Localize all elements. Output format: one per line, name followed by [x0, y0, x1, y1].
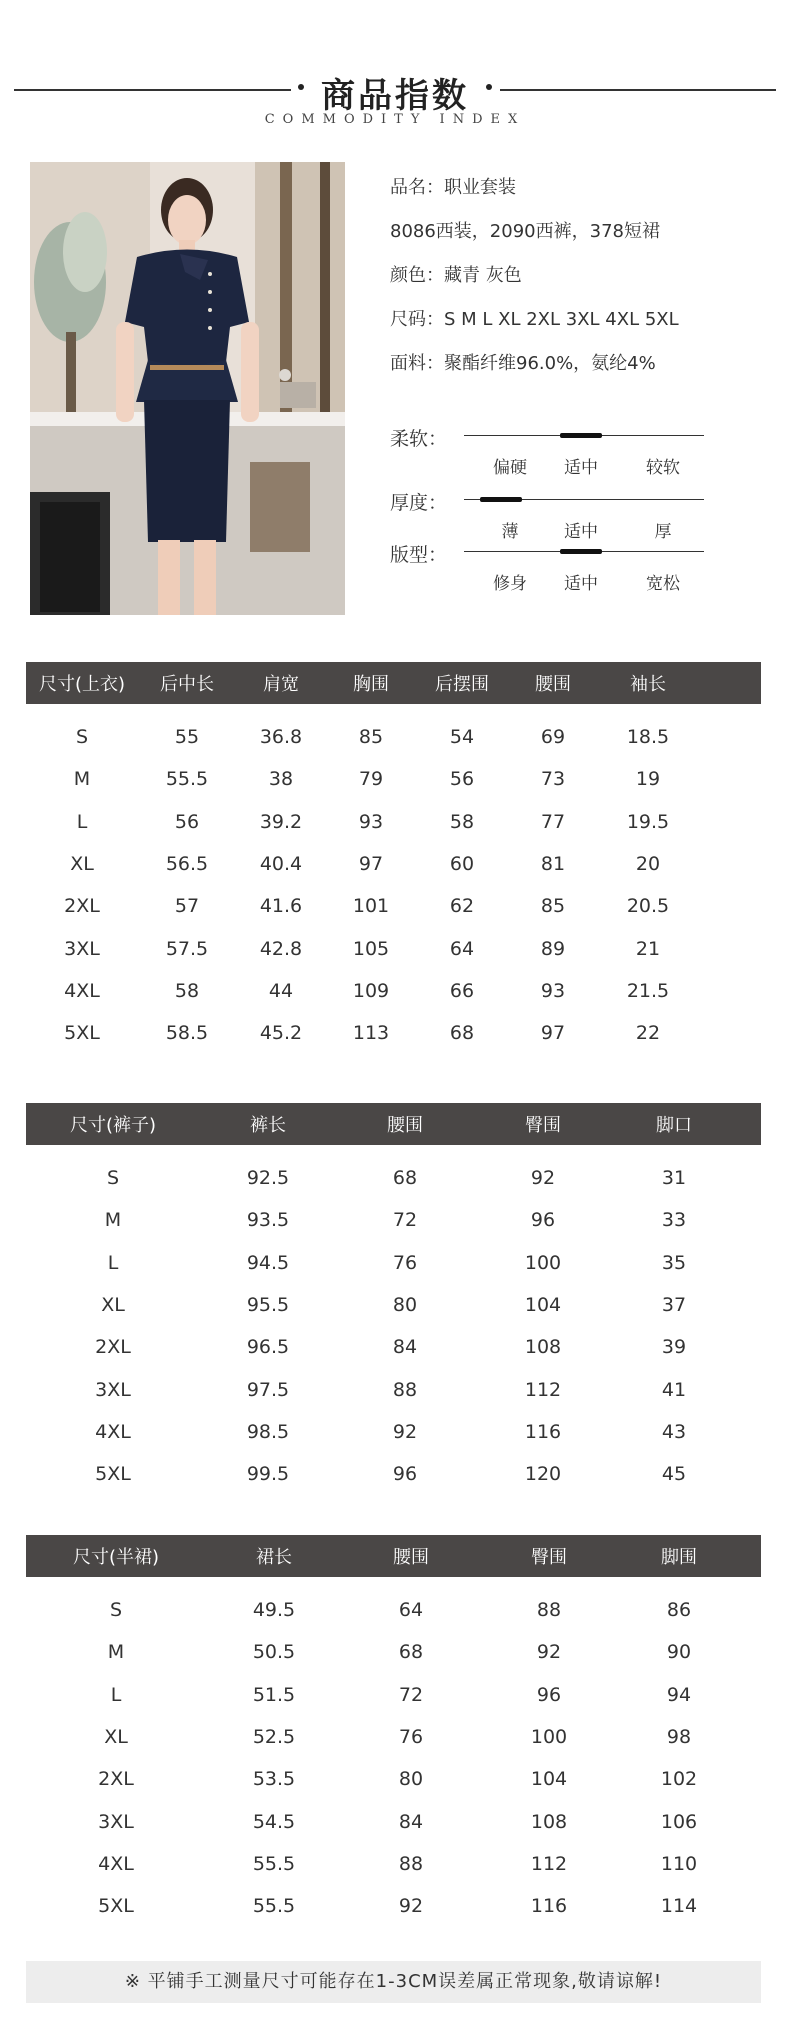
measurement-cell: 62	[449, 895, 475, 918]
fit-option: 适中	[564, 574, 598, 594]
column-header: 尺寸(裤子)	[69, 1115, 157, 1136]
measurement-cell: 93	[358, 810, 384, 833]
model-illustration	[30, 162, 345, 615]
measurement-cell: 49.5	[252, 1599, 296, 1622]
measurement-cell: 56	[174, 810, 200, 833]
measurement-cell: 92	[536, 1641, 562, 1664]
thickness-indicator	[480, 497, 522, 502]
measurement-cell: 84	[392, 1336, 418, 1359]
product-photo	[30, 162, 345, 615]
measurement-cell: 39.2	[259, 810, 303, 833]
measurement-cell: 55.5	[252, 1895, 296, 1918]
size-cell: L	[107, 1251, 119, 1274]
section-header	[0, 62, 790, 132]
measurement-cell: 109	[352, 979, 390, 1002]
measurement-cell: 76	[398, 1726, 424, 1749]
table-row	[26, 1716, 761, 1758]
table-header	[26, 662, 761, 704]
size-cell: 3XL	[98, 1810, 134, 1833]
size-cell: 4XL	[98, 1852, 134, 1875]
softness-label: 柔软：	[390, 428, 448, 450]
table-body	[26, 716, 761, 1054]
measurement-cell: 99.5	[246, 1463, 290, 1486]
table-row	[26, 1199, 761, 1241]
measurement-cell: 20.5	[626, 895, 670, 918]
measurement-cell: 102	[660, 1768, 698, 1791]
size-cell: 3XL	[95, 1378, 131, 1401]
table-row	[26, 1674, 761, 1716]
measurement-cell: 44	[268, 979, 294, 1002]
page-subtitle: COMMODITY INDEX	[264, 112, 526, 127]
measurement-cell: 21.5	[626, 979, 670, 1002]
size-cell: L	[110, 1683, 122, 1706]
measurement-cell: 72	[392, 1209, 418, 1232]
measurement-cell: 66	[449, 979, 475, 1002]
measurement-cell: 76	[392, 1251, 418, 1274]
column-header: 臀围	[525, 1115, 561, 1136]
product-name: 品名：职业套装	[390, 177, 516, 198]
measurement-cell: 69	[540, 726, 566, 749]
column-header: 脚口	[656, 1115, 692, 1136]
product-info	[390, 176, 780, 396]
measurement-note: ※ 平铺手工测量尺寸可能存在1-3CM误差属正常现象,敬请谅解!	[26, 1961, 761, 2003]
table-row	[26, 1411, 761, 1453]
softness-option: 较软	[646, 458, 680, 478]
measurement-cell: 88	[398, 1852, 424, 1875]
size-cell: M	[73, 768, 91, 791]
measurement-cell: 94.5	[246, 1251, 290, 1274]
measurement-cell: 35	[661, 1251, 687, 1274]
measurement-cell: 40.4	[259, 853, 303, 876]
measurement-cell: 41.6	[259, 895, 303, 918]
column-header: 后摆围	[435, 674, 489, 695]
measurement-cell: 54.5	[252, 1810, 296, 1833]
measurement-cell: 101	[352, 895, 390, 918]
measurement-cell: 97	[358, 853, 384, 876]
measurement-cell: 58	[449, 810, 475, 833]
column-header: 腰围	[535, 674, 571, 695]
measurement-cell: 84	[398, 1810, 424, 1833]
page-title: 商品指数	[321, 76, 469, 116]
measurement-cell: 64	[449, 937, 475, 960]
measurement-cell: 58	[174, 979, 200, 1002]
size-cell: S	[106, 1167, 120, 1190]
table-row	[26, 1800, 761, 1842]
measurement-cell: 104	[530, 1768, 568, 1791]
column-header: 袖长	[630, 674, 666, 695]
measurement-cell: 116	[524, 1420, 562, 1443]
measurement-cell: 93.5	[246, 1209, 290, 1232]
size-cell: S	[75, 726, 89, 749]
size-cell: 2XL	[95, 1336, 131, 1359]
measurement-cell: 112	[530, 1852, 568, 1875]
fit-indicator	[560, 549, 602, 554]
measurement-cell: 86	[666, 1599, 692, 1622]
measurement-cell: 98	[666, 1726, 692, 1749]
measurement-cell: 31	[661, 1167, 687, 1190]
softness-indicator	[560, 433, 602, 438]
measurement-cell: 68	[449, 1022, 475, 1045]
measurement-cell: 97	[540, 1022, 566, 1045]
measurement-cell: 93	[540, 979, 566, 1002]
measurement-cell: 45	[661, 1463, 687, 1486]
size-cell: M	[104, 1209, 122, 1232]
measurement-cell: 55.5	[252, 1852, 296, 1875]
measurement-cell: 19	[635, 768, 661, 791]
measurement-cell: 104	[524, 1294, 562, 1317]
fit-label: 版型：	[390, 544, 448, 566]
measurement-cell: 55	[174, 726, 200, 749]
measurement-cell: 80	[392, 1294, 418, 1317]
measurement-cell: 96	[530, 1209, 556, 1232]
header-dot-right	[486, 84, 492, 90]
softness-scale	[390, 427, 790, 477]
table-row	[26, 1284, 761, 1326]
measurement-cell: 100	[524, 1251, 562, 1274]
measurement-cell: 80	[398, 1768, 424, 1791]
measurement-cell: 106	[660, 1810, 698, 1833]
measurement-cell: 88	[392, 1378, 418, 1401]
measurement-cell: 57	[174, 895, 200, 918]
measurement-cell: 120	[524, 1463, 562, 1486]
measurement-cell: 19.5	[626, 810, 670, 833]
measurement-cell: 36.8	[259, 726, 303, 749]
measurement-cell: 68	[398, 1641, 424, 1664]
table-row	[26, 970, 761, 1012]
jacket-size-table	[26, 662, 761, 1054]
measurement-cell: 96	[392, 1463, 418, 1486]
measurement-cell: 92	[392, 1420, 418, 1443]
column-header: 肩宽	[263, 674, 299, 695]
column-header: 后中长	[160, 674, 214, 695]
measurement-cell: 37	[661, 1294, 687, 1317]
thickness-scale	[390, 491, 790, 541]
measurement-cell: 108	[524, 1336, 562, 1359]
size-cell: S	[109, 1599, 123, 1622]
measurement-cell: 68	[392, 1167, 418, 1190]
measurement-cell: 20	[635, 853, 661, 876]
fit-scale	[390, 543, 790, 593]
table-row	[26, 1242, 761, 1284]
measurement-cell: 108	[530, 1810, 568, 1833]
table-header	[26, 1103, 761, 1145]
table-row	[26, 1326, 761, 1368]
measurement-cell: 73	[540, 768, 566, 791]
table-row	[26, 716, 761, 758]
softness-option: 适中	[564, 458, 598, 478]
size-cell: 4XL	[95, 1420, 131, 1443]
measurement-cell: 79	[358, 768, 384, 791]
column-header: 尺寸(半裙)	[72, 1547, 160, 1568]
table-row	[26, 927, 761, 969]
measurement-cell: 52.5	[252, 1726, 296, 1749]
product-fabric: 面料：聚酯纤维96.0%，氨纶4%	[390, 353, 656, 374]
column-header: 臀围	[531, 1547, 567, 1568]
measurement-cell: 58.5	[165, 1022, 209, 1045]
size-cell: 5XL	[95, 1463, 131, 1486]
table-row	[26, 1631, 761, 1673]
measurement-cell: 38	[268, 768, 294, 791]
measurement-cell: 64	[398, 1599, 424, 1622]
measurement-cell: 43	[661, 1420, 687, 1443]
thickness-option: 适中	[564, 522, 598, 542]
measurement-cell: 41	[661, 1378, 687, 1401]
thickness-option: 厚	[654, 522, 672, 542]
table-body	[26, 1589, 761, 1927]
skirt-size-table	[26, 1535, 761, 1927]
size-cell: 2XL	[64, 895, 100, 918]
column-header: 腰围	[393, 1547, 429, 1568]
size-cell: XL	[104, 1726, 128, 1749]
fit-option: 宽松	[646, 574, 680, 594]
measurement-cell: 100	[530, 1726, 568, 1749]
size-cell: 3XL	[64, 937, 100, 960]
measurement-cell: 51.5	[252, 1683, 296, 1706]
size-cell: L	[76, 810, 88, 833]
size-cell: 2XL	[98, 1768, 134, 1791]
measurement-cell: 60	[449, 853, 475, 876]
table-body	[26, 1157, 761, 1495]
measurement-cell: 77	[540, 810, 566, 833]
measurement-cell: 85	[358, 726, 384, 749]
softness-option: 偏硬	[493, 458, 527, 478]
product-colors: 颜色：藏青 灰色	[390, 265, 522, 286]
measurement-cell: 56	[449, 768, 475, 791]
size-cell: 5XL	[98, 1895, 134, 1918]
measurement-cell: 92	[530, 1167, 556, 1190]
measurement-cell: 21	[635, 937, 661, 960]
table-row	[26, 1843, 761, 1885]
measurement-cell: 95.5	[246, 1294, 290, 1317]
column-header: 腰围	[387, 1115, 423, 1136]
table-row	[26, 885, 761, 927]
measurement-cell: 57.5	[165, 937, 209, 960]
thickness-option: 薄	[501, 522, 519, 542]
column-header: 裙长	[256, 1547, 292, 1568]
header-rule-right	[500, 89, 776, 91]
measurement-cell: 22	[635, 1022, 661, 1045]
measurement-cell: 39	[661, 1336, 687, 1359]
table-row	[26, 1368, 761, 1410]
table-row	[26, 801, 761, 843]
measurement-cell: 94	[666, 1683, 692, 1706]
size-cell: XL	[70, 853, 94, 876]
measurement-cell: 112	[524, 1378, 562, 1401]
size-cell: 5XL	[64, 1022, 100, 1045]
measurement-cell: 88	[536, 1599, 562, 1622]
size-cell: 4XL	[64, 979, 100, 1002]
measurement-cell: 89	[540, 937, 566, 960]
measurement-cell: 72	[398, 1683, 424, 1706]
product-sizes: 尺码：S M L XL 2XL 3XL 4XL 5XL	[390, 309, 679, 330]
measurement-cell: 105	[352, 937, 390, 960]
column-header: 裤长	[250, 1115, 286, 1136]
measurement-cell: 53.5	[252, 1768, 296, 1791]
table-row	[26, 1589, 761, 1631]
thickness-label: 厚度：	[390, 492, 448, 514]
measurement-cell: 33	[661, 1209, 687, 1232]
measurement-cell: 96	[536, 1683, 562, 1706]
table-row	[26, 1453, 761, 1495]
size-cell: XL	[101, 1294, 125, 1317]
measurement-cell: 97.5	[246, 1378, 290, 1401]
measurement-cell: 92.5	[246, 1167, 290, 1190]
column-header: 胸围	[353, 674, 389, 695]
measurement-cell: 92	[398, 1895, 424, 1918]
measurement-cell: 96.5	[246, 1336, 290, 1359]
measurement-cell: 45.2	[259, 1022, 303, 1045]
pants-size-table	[26, 1103, 761, 1495]
fit-option: 修身	[493, 574, 527, 594]
measurement-cell: 18.5	[626, 726, 670, 749]
measurement-cell: 90	[666, 1641, 692, 1664]
table-row	[26, 843, 761, 885]
table-row	[26, 1012, 761, 1054]
measurement-cell: 54	[449, 726, 475, 749]
measurement-cell: 55.5	[165, 768, 209, 791]
table-row	[26, 758, 761, 800]
table-row	[26, 1885, 761, 1927]
measurement-cell: 42.8	[259, 937, 303, 960]
column-header: 脚围	[661, 1547, 697, 1568]
column-header: 尺寸(上衣)	[38, 674, 126, 695]
table-header	[26, 1535, 761, 1577]
measurement-cell: 50.5	[252, 1641, 296, 1664]
measurement-cell: 85	[540, 895, 566, 918]
measurement-cell: 116	[530, 1895, 568, 1918]
table-row	[26, 1758, 761, 1800]
measurement-cell: 110	[660, 1852, 698, 1875]
measurement-cell: 81	[540, 853, 566, 876]
measurement-cell: 98.5	[246, 1420, 290, 1443]
product-models: 8086西装，2090西裤，378短裙	[390, 221, 660, 242]
size-cell: M	[107, 1641, 125, 1664]
table-row	[26, 1157, 761, 1199]
measurement-cell: 113	[352, 1022, 390, 1045]
measurement-cell: 114	[660, 1895, 698, 1918]
measurement-cell: 56.5	[165, 853, 209, 876]
